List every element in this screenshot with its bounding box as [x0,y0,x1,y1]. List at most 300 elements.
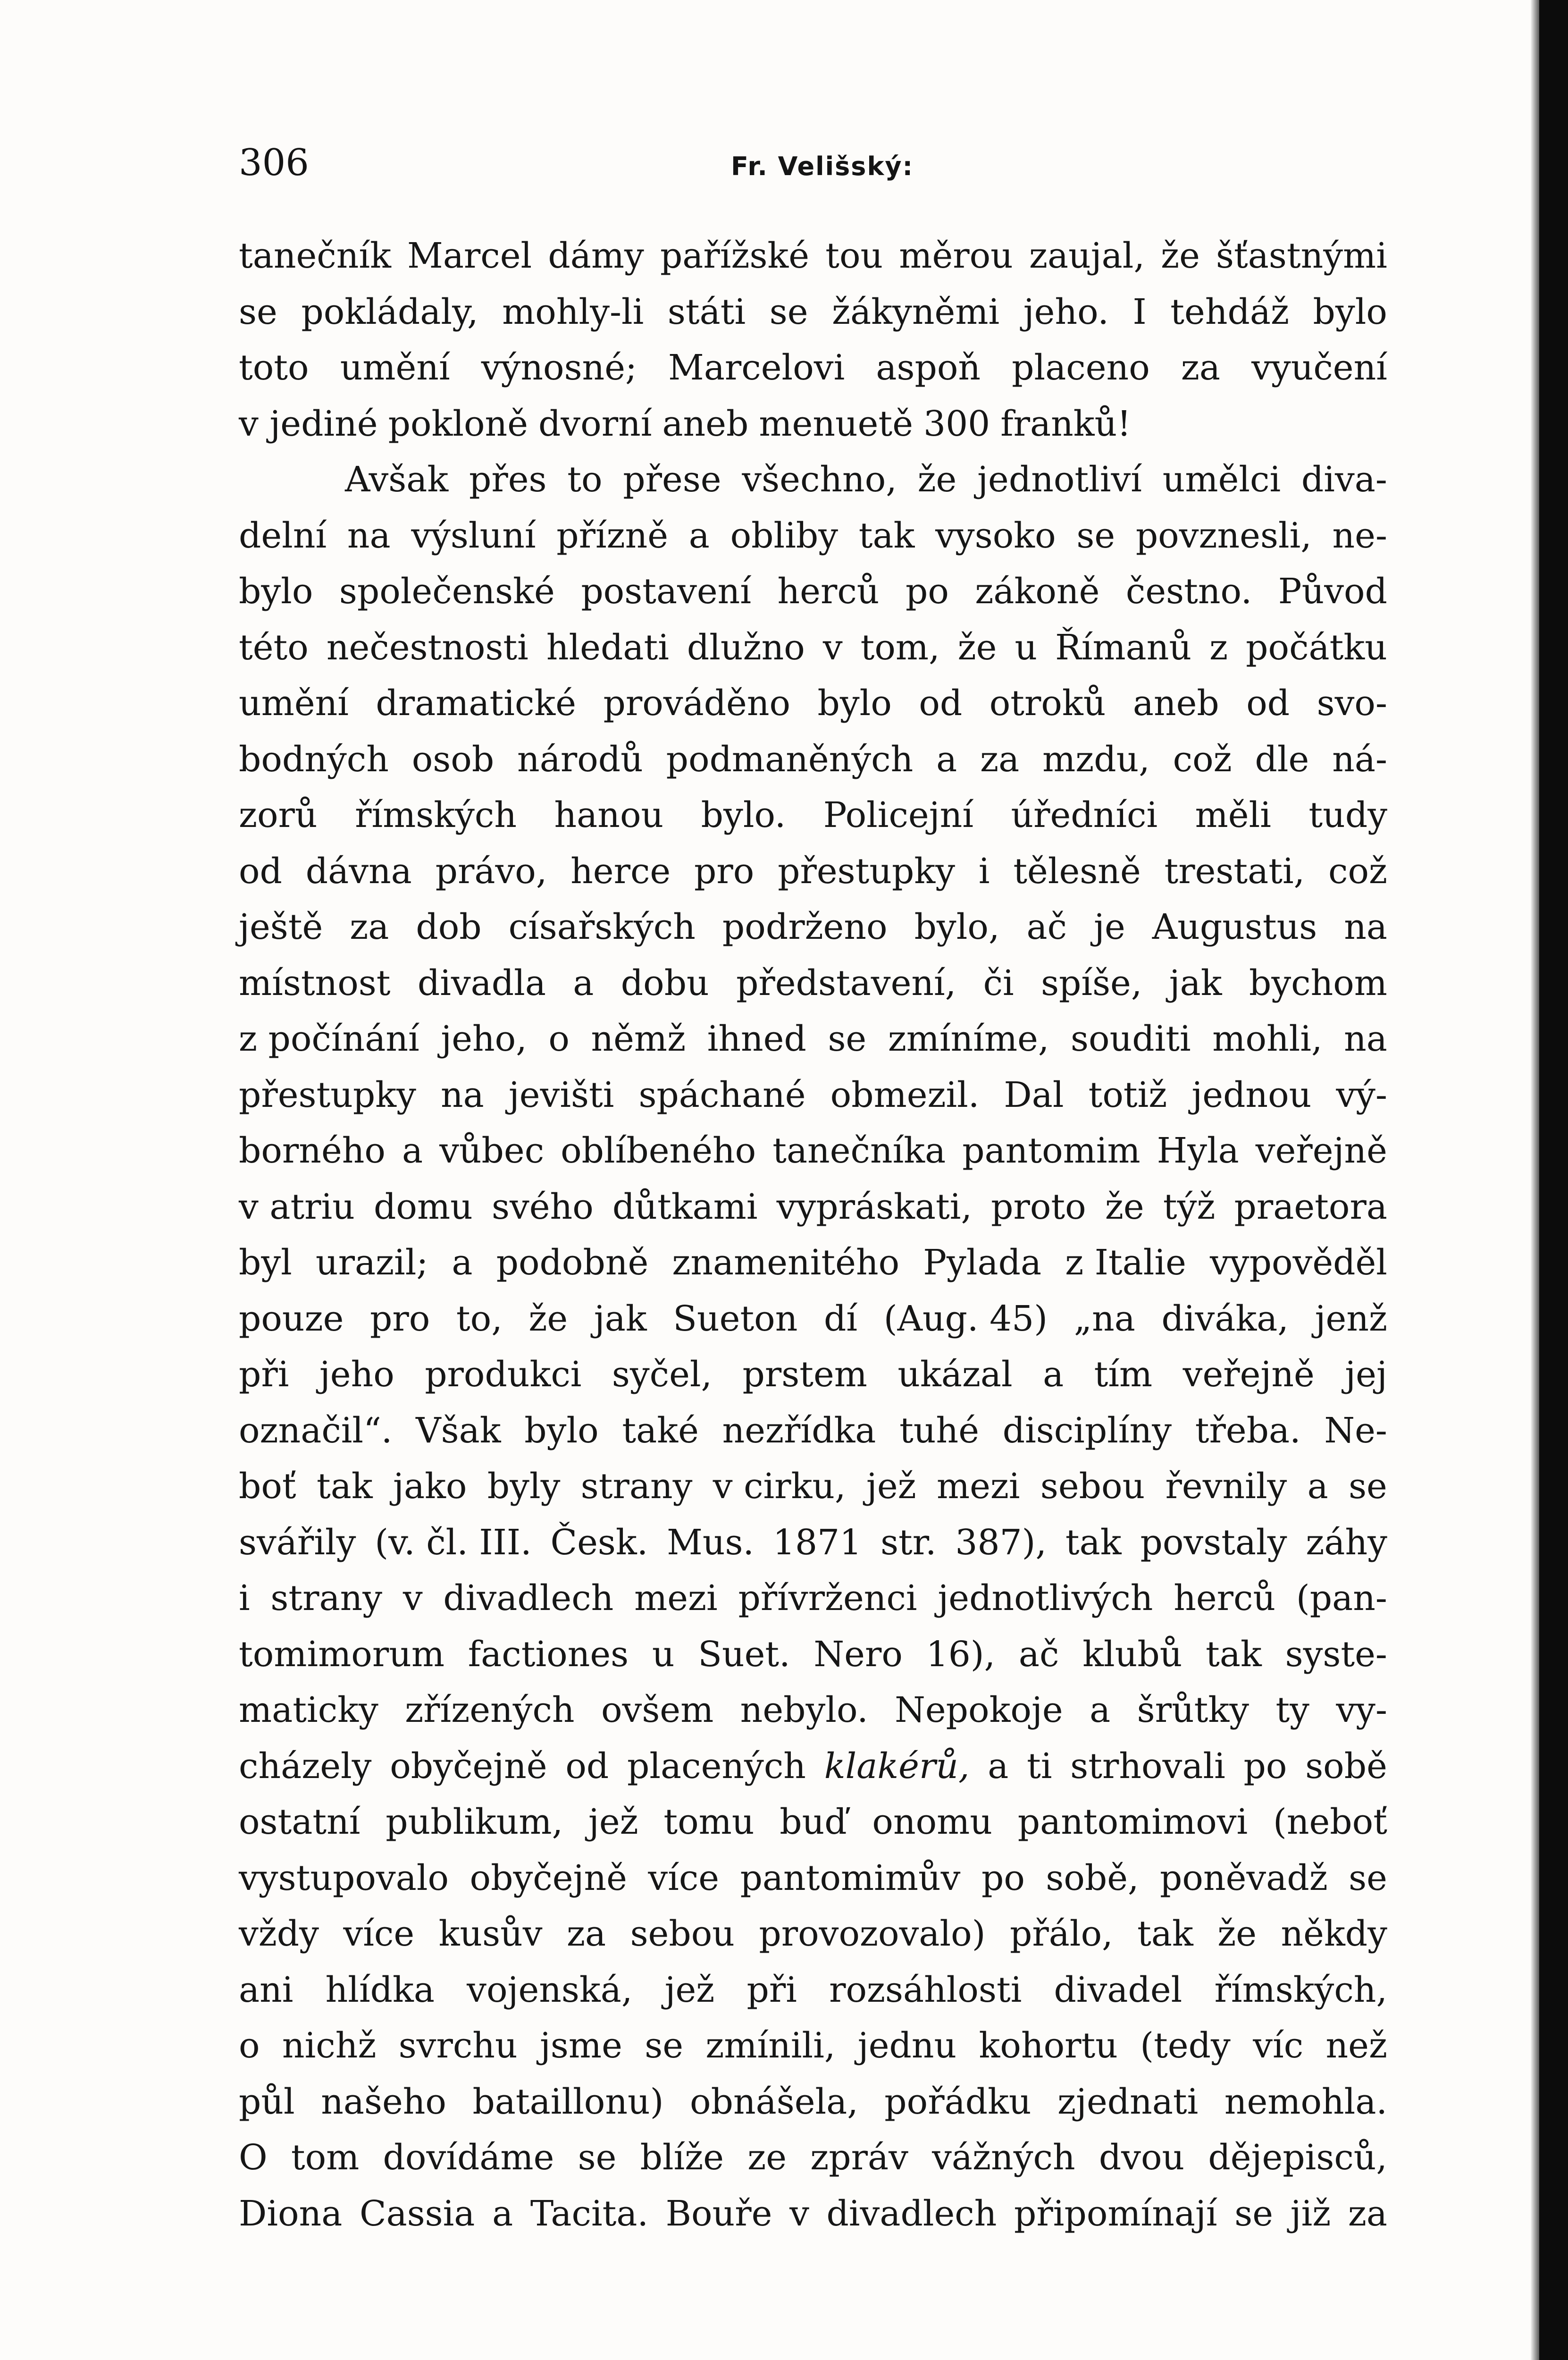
text-line [239,396,1387,452]
word: od [239,851,282,892]
word: jak [1169,962,1222,1003]
text-line [239,787,1387,843]
word: dob [416,907,482,947]
word: v atriu [239,1186,355,1227]
word: a [988,1745,1009,1787]
word: přízně [556,515,669,556]
word: strany [580,1466,693,1507]
word: hanou [554,795,664,835]
word: sebou [630,1913,735,1954]
word: jednou [1191,1074,1312,1115]
word: factiones [468,1634,629,1675]
word: tak [1206,1634,1262,1675]
word: poněvadž [1160,1857,1328,1898]
text-line [239,1738,1387,1795]
word: tak [316,1466,373,1507]
word: tak [858,515,915,556]
word: Římanů [1055,627,1192,668]
word: praetora [1234,1186,1387,1227]
word: obnášela, [690,2081,858,2122]
word: placeno [1012,347,1150,388]
word: tom [291,2137,360,2178]
word: od [1246,683,1290,724]
word: totiž [1088,1074,1167,1115]
word: bychom [1249,962,1387,1003]
word: podmaněných [666,739,914,780]
word: Tacita. [530,2193,649,2234]
word: syste- [1285,1634,1387,1675]
word: dobu [620,962,709,1003]
word: tanečník [239,236,391,276]
word: dámy [548,236,644,276]
word: onomu [872,1802,992,1842]
word: němž [591,1019,686,1059]
word: (tedy [1140,2025,1231,2066]
word: což [1328,851,1387,892]
word: zákoně [975,571,1100,612]
word: to [567,459,603,500]
word: zřízených [405,1690,575,1730]
word: jsme [539,2025,622,2066]
text-line [239,284,1387,340]
word: přes [469,459,547,500]
word: souditi [1071,1019,1191,1059]
word: trestati, [1164,851,1305,892]
word: pro [694,851,755,892]
word: Marcel [407,236,532,276]
word: hledati [546,627,669,668]
word: blíže [640,2137,724,2178]
word: aneb [662,403,749,444]
word: Česk. [550,1522,648,1563]
running-head: Fr. Velišský: [731,152,914,181]
word: dávna [305,851,412,892]
word: ovšem [601,1690,714,1730]
word: u [652,1634,675,1675]
word: divadel [1054,1969,1182,2010]
word: bataillonu) [472,2081,664,2122]
word: tělesně [1013,851,1141,892]
word: tehdáž [1170,291,1289,332]
word: mezi [936,1466,1020,1507]
word: třeba. [1195,1410,1301,1451]
word: v [789,2193,809,2234]
word: ač [1026,907,1067,947]
word: pantomim [962,1130,1140,1171]
page-header [239,137,1387,189]
word: (Aug. 45) [883,1298,1048,1339]
word: provozovalo) [759,1913,986,1954]
word: Diona [239,2193,343,2234]
word: ihned [707,1019,806,1059]
word: připomínají [1014,2193,1217,2234]
word: cházely [239,1745,372,1787]
word: Suet. [698,1634,790,1675]
word: obyčejně [470,1857,627,1898]
word: i [239,1578,250,1618]
word: Hyla [1157,1130,1239,1171]
body-text [239,228,1387,2242]
word: čestno. [1125,571,1252,612]
text-line [239,675,1387,732]
word: pokládaly, [301,291,478,332]
word: vůbec [439,1130,545,1171]
word: zaujal, [1029,236,1145,276]
word: Ne- [1324,1410,1387,1451]
word: bylo [239,571,313,612]
word: svářily [239,1522,356,1563]
word: ty [1275,1690,1309,1730]
word: dlužno [687,627,805,668]
word: pořádku [884,2081,1031,2122]
word: týž [1163,1186,1216,1227]
word: boť [239,1466,296,1507]
word: syčel, [612,1354,713,1395]
word: nemohla. [1224,2081,1387,2122]
word: herců [777,571,880,612]
word: přestupky [239,1074,416,1115]
word: proto [991,1186,1086,1227]
word: na [347,515,391,556]
word: byly [487,1466,561,1507]
word: povznesli, [1135,515,1312,556]
word: zpráv [810,2137,908,2178]
word: jako [393,1466,467,1507]
word: Pylada [923,1242,1042,1283]
word: že [1217,1913,1257,1954]
word: za [980,739,1020,780]
word: úředníci [1011,795,1158,835]
word: od [919,683,963,724]
word: bylo, [914,907,1000,947]
word: kusův [438,1913,543,1954]
word: právo, [435,851,547,892]
word: ani [239,1969,293,2010]
word: a [1090,1690,1111,1730]
word: Cassia [359,2193,475,2234]
word: tom, [860,627,940,668]
word: pantomimovi [1017,1802,1248,1842]
word: divadla [417,962,546,1003]
word: spíše, [1041,962,1142,1003]
word: po [1243,1745,1287,1787]
word: hlídka [325,1969,435,2010]
word: dvorní [538,403,652,444]
word: národů [517,739,643,780]
word: jak [594,1298,647,1339]
word: také [622,1410,699,1451]
word: herců [1174,1578,1276,1618]
word: od [565,1745,609,1787]
word: císařských [508,907,696,947]
word: v jediné [239,403,378,444]
word: při [746,1969,797,2010]
word: řevnily [1165,1466,1287,1507]
word: postavení [581,571,751,612]
word: jež [588,1802,638,1842]
word: ti [1027,1745,1052,1787]
word: této [239,627,309,668]
word: ukázal [897,1354,1013,1395]
text-line [239,1179,1387,1235]
word: se [769,291,808,332]
word: tak [1137,1913,1193,1954]
text-line [239,564,1387,620]
word: podobně [496,1242,649,1283]
word: 387), [955,1522,1047,1563]
word: kohortu [979,2025,1118,2066]
word: označil“. [239,1410,393,1451]
word: ze [747,2137,787,2178]
word: výnosné; [481,347,637,388]
word: vý- [1336,1074,1387,1115]
word: vojenská, [467,1969,633,2010]
word: (v. čl. III. [375,1522,532,1563]
text-line [239,1794,1387,1850]
word: publikum, [386,1802,563,1842]
word: byl [239,1242,292,1283]
text-line [239,340,1387,396]
word: již [1290,2193,1331,2234]
word: bylo [1313,291,1387,332]
word: i [978,851,990,892]
word: vystupovalo [239,1857,449,1898]
word: ještě [239,907,323,947]
word: že [528,1298,568,1339]
word: disciplíny [1002,1410,1172,1451]
text-line [239,1067,1387,1123]
word: či [983,962,1014,1003]
word: pouze [239,1298,344,1339]
word: zjednati [1057,2081,1199,2122]
word: nichž [282,2025,377,2066]
word: tou [825,236,883,276]
word: maticky [239,1690,378,1730]
word: po [981,1857,1025,1898]
word: z [1209,627,1228,668]
word: I [1132,291,1147,332]
word: rozsáhlosti [829,1969,1022,2010]
word: zmínili, [705,2025,836,2066]
word: dle [1255,739,1309,780]
word: (neboť [1273,1802,1387,1842]
word: mohli, [1212,1019,1323,1059]
word: nezřídka [722,1410,876,1451]
word: 1871 [772,1522,862,1563]
word: oblíbeného [561,1130,756,1171]
text-line [239,1515,1387,1571]
word: 16), [926,1634,996,1675]
word: to, [456,1298,503,1339]
word: společenské [339,571,555,612]
word: buď [780,1802,847,1842]
word: což [1173,739,1232,780]
word: pro [370,1298,430,1339]
text-line [239,2018,1387,2074]
word: otroků [989,683,1106,724]
word: klakérů, [824,1745,970,1787]
word: sobě, [1046,1857,1139,1898]
word: vypráskati, [776,1186,972,1227]
word: znamenitého [672,1242,900,1283]
word: veřejně [1182,1354,1315,1395]
word: někdy [1281,1913,1387,1954]
text-line [239,1627,1387,1683]
word: vážných [932,2137,1075,2178]
word: pařížské [660,236,810,276]
text-line [239,1011,1387,1067]
word: dějepisců, [1208,2137,1387,2178]
word: bylo [524,1410,599,1451]
word: o [239,2025,260,2066]
word: diva- [1301,459,1387,500]
word: se [1349,1466,1387,1507]
word: je [1094,907,1125,947]
word: Avšak [345,459,449,500]
word: dvou [1098,2137,1185,2178]
word: urazil; [315,1242,428,1283]
word: (pan- [1296,1578,1387,1618]
word: po [905,571,949,612]
word: na [440,1074,484,1115]
word: bylo. [701,795,786,835]
word: více [648,1857,720,1898]
word: jevišti [508,1074,614,1115]
word: bylo [817,683,892,724]
word: Nepokoje [895,1690,1063,1730]
word: produkci [425,1354,582,1395]
word: 300 [923,403,990,444]
word: pokloně [388,403,528,444]
word: žákyněmi [832,291,1000,332]
word: herce [570,851,671,892]
word: Policejní [823,795,973,835]
word: ne- [1332,515,1387,556]
word: přese [623,459,721,500]
word: se [1234,2193,1273,2234]
word: veřejně [1255,1130,1387,1171]
word: Sueton [673,1298,798,1339]
word: jeho, [441,1019,527,1059]
text-line [239,1850,1387,1906]
word: Marcelovi [668,347,845,388]
word: Však [416,1410,501,1451]
word: pantomimův [740,1857,961,1898]
word: přestupky [778,851,956,892]
word: obliby [730,515,839,556]
text-line [239,1235,1387,1291]
word: svo- [1316,683,1387,724]
word: půl [239,2081,295,2122]
word: z počínání [239,1019,419,1059]
word: se [1076,515,1115,556]
text-line [239,2074,1387,2130]
word: a [402,1130,423,1171]
text-line [239,1458,1387,1515]
word: dovídáme [383,2137,554,2178]
word: a [1043,1354,1064,1395]
word: zmíníme, [888,1019,1049,1059]
word: a [688,515,710,556]
word: O [239,2137,268,2178]
word: představení, [736,962,956,1003]
word: jenž [1315,1298,1387,1339]
word: Mus. [667,1522,755,1563]
text-line [239,843,1387,900]
word: mezi [634,1578,718,1618]
word: tudy [1308,795,1387,835]
word: strhovali [1070,1745,1225,1787]
text-line [239,508,1387,564]
word: výsluní [411,515,536,556]
word: Nero [813,1634,903,1675]
word: a [936,739,957,780]
text-line [239,1123,1387,1179]
word: nečestnosti [326,627,528,668]
text-line [239,955,1387,1011]
word: toto [239,347,309,388]
word: tomu [663,1802,755,1842]
word: vysoko [935,515,1056,556]
word: jeho [319,1354,394,1395]
word: bodných [239,739,389,780]
word: „na [1073,1298,1135,1339]
page-number: 306 [239,142,309,184]
word: státi [667,291,746,332]
word: jednotlivých [938,1578,1153,1618]
word: jež [664,1969,715,2010]
word: v [402,1578,423,1618]
word: divadlech [443,1578,614,1618]
word: za [1181,347,1220,388]
word: svého [491,1186,594,1227]
word: v [822,627,843,668]
word: spáchané [638,1074,806,1115]
word: dramatické [376,683,577,724]
word: že [1105,1186,1144,1227]
word: svrchu [398,2025,518,2066]
word: víc [1253,2025,1304,2066]
word: a [492,2193,513,2234]
word: vy- [1336,1690,1387,1730]
word: tomimorum [239,1634,445,1675]
word: u [1015,627,1038,668]
word: umělci [1162,459,1281,500]
word: prstem [742,1354,867,1395]
text-line [239,1906,1387,1962]
word: placených [627,1745,806,1787]
word: za [1348,2193,1387,2234]
word: nebylo. [740,1690,868,1730]
word: záhy [1306,1522,1387,1563]
word: římských, [1214,1969,1387,2010]
text-line [239,1403,1387,1459]
word: se [828,1019,867,1059]
word: římských [355,795,517,835]
word: přívrženci [738,1578,917,1618]
text-line [239,452,1387,508]
word: se [1349,1857,1387,1898]
word: vypověděl [1210,1242,1387,1283]
word: šrůtky [1137,1690,1249,1730]
word: prováděno [603,683,791,724]
word: borného [239,1130,386,1171]
word: na [1344,907,1387,947]
word: vyučení [1251,347,1387,388]
word: aneb [1132,683,1219,724]
word: umění [239,683,349,724]
word: mohly-li [502,291,644,332]
